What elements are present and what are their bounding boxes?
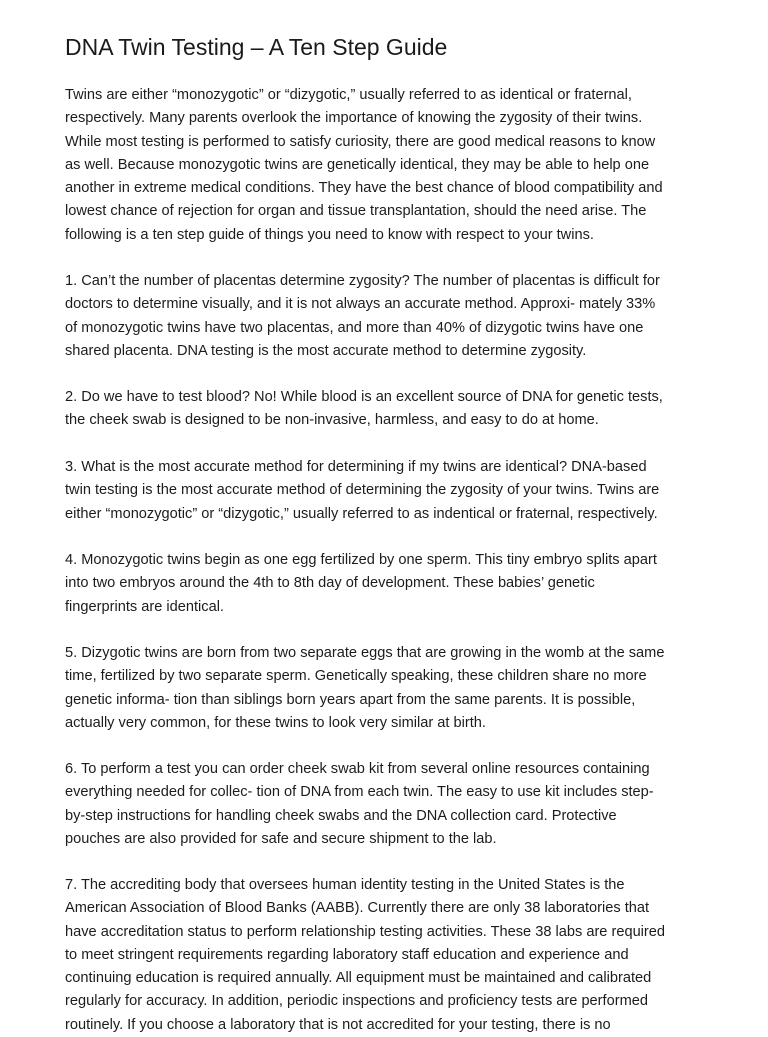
text-line: shared placenta. DNA testing is the most accurate method to determine zygosity. — [65, 342, 587, 359]
step-4-paragraph — [65, 549, 715, 619]
text-line: routinely. If you choose a laboratory that is not accredited for your testing, there is no — [65, 1016, 611, 1033]
text-line: by-step instructions for handling cheek swabs and the DNA collection card. Protective — [65, 807, 617, 824]
text-line: to meet stringent requirements regarding laboratory staff education and experience and — [65, 946, 629, 963]
text-line: 6. To perform a test you can order cheek swab kit from several online resources containing — [65, 761, 650, 777]
text-line: 1. Can’t the number of placentas determine zygosity? The number of placentas is difficult for — [65, 273, 660, 289]
text-line: genetic informa- tion than siblings born years apart from the same parents. It is possible, — [65, 691, 636, 708]
step-6-paragraph — [65, 758, 715, 851]
text-line: another in extreme medical conditions. They have the best chance of blood compatibility and — [65, 180, 663, 197]
intro-paragraph — [65, 84, 715, 247]
text-line: into two embryos around the 4th to 8th day of development. These babies’ genetic — [65, 575, 595, 592]
text-line: 5. Dizygotic twins are born from two separate eggs that are growing in the womb at the same — [65, 645, 665, 661]
text-line: everything needed for collec- tion of DNA from each twin. The easy to use kit includes step- — [65, 784, 654, 801]
text-line: continuing education is required annually. All equipment must be maintained and calibrated — [65, 970, 652, 987]
text-line: time, fertilized by two separate sperm. Genetically speaking, these children share no more — [65, 668, 647, 685]
text-line: lowest chance of rejection for organ and tissue transplantation, should the need arise. The — [65, 203, 647, 220]
text-line: 3. What is the most accurate method for determining if my twins are identical? DNA-based — [65, 459, 647, 475]
text-line: respectively. Many parents overlook the importance of knowing the zygosity of their twins. — [65, 110, 643, 127]
text-line: fingerprints are identical. — [65, 598, 224, 615]
text-line: following is a ten step guide of things you need to know with respect to your twins. — [65, 226, 594, 243]
text-line: Twins are either “monozygotic” or “dizygotic,” usually referred to as identical or fraternal, — [65, 87, 632, 103]
text-line: 2. Do we have to test blood? No! While blood is an excellent source of DNA for genetic tests, — [65, 389, 663, 405]
text-line: the cheek swab is designed to be non-invasive, harmless, and easy to do at home. — [65, 412, 599, 429]
text-line: While most testing is performed to satisfy curiosity, there are good medical reasons to know — [65, 133, 656, 150]
text-line: of monozygotic twins have two placentas, and more than 40% of dizygotic twins have one — [65, 319, 644, 336]
text-line: actually very common, for these twins to look very similar at birth. — [65, 714, 486, 731]
step-1-paragraph — [65, 270, 715, 363]
step-5-paragraph — [65, 642, 715, 735]
step-7-paragraph — [65, 874, 715, 1037]
text-line: American Association of Blood Banks (AABB). Currently there are only 38 laboratories that — [65, 900, 650, 917]
text-line: doctors to determine visually, and it is not always an accurate method. Approxi- mately 33% — [65, 296, 656, 313]
text-line: either “monozygotic” or “dizygotic,” usually referred to as indentical or fraternal, respectively. — [65, 505, 658, 522]
text-line: pouches are also provided for safe and secure shipment to the lab. — [65, 830, 497, 847]
text-line: 4. Monozygotic twins begin as one egg fertilized by one sperm. This tiny embryo splits apart — [65, 552, 657, 568]
text-line: as well. Because monozygotic twins are genetically identical, they may be able to help one — [65, 156, 650, 173]
text-line: twin testing is the most accurate method of determining the zygosity of your twins. Twins are — [65, 482, 660, 499]
text-line: regularly for accuracy. In addition, periodic inspections and proficiency tests are performed — [65, 993, 648, 1010]
document-title: DNA Twin Testing – A Ten Step Guide — [65, 34, 448, 60]
step-2-paragraph — [65, 386, 715, 433]
text-line: have accreditation status to perform relationship testing activities. These 38 labs are required — [65, 923, 666, 940]
text-line: 7. The accrediting body that oversees human identity testing in the United States is the — [65, 877, 625, 893]
step-3-paragraph — [65, 456, 715, 526]
